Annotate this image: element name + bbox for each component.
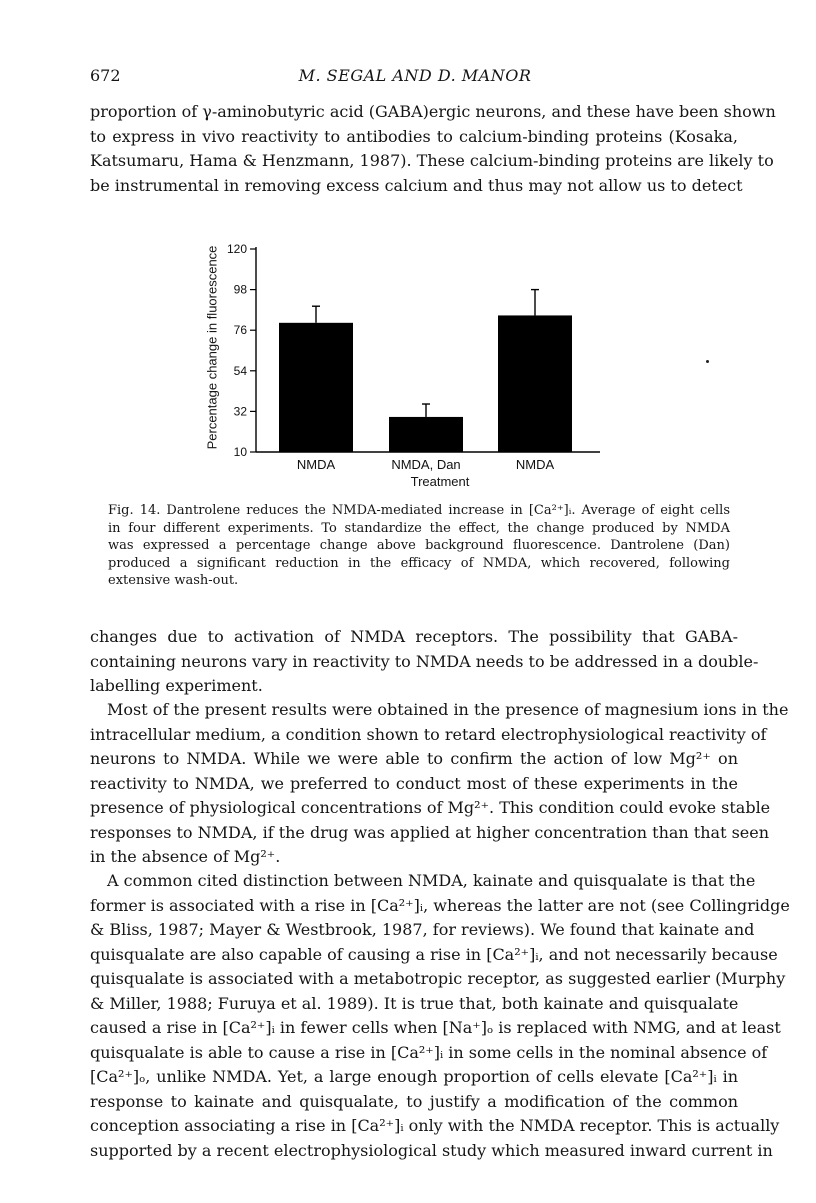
bar: [279, 323, 353, 452]
y-tick-label: 32: [233, 404, 247, 419]
page-number: 672: [90, 66, 121, 85]
text-line: caused a rise in [Ca²⁺]ᵢ in fewer cells when [Na⁺]ₒ is replaced with NMG, and at least: [90, 1018, 781, 1037]
y-axis-title: Percentage change in fluorescence: [204, 245, 220, 449]
figure-14-bar-chart: [200, 224, 610, 494]
text-line: quisqualate is associated with a metabotropic receptor, as suggested earlier (Murphy: [90, 969, 786, 988]
x-axis-title: Treatment: [410, 474, 470, 489]
text-line: conception associating a rise in [Ca²⁺]ᵢ only with the NMDA receptor. This is actually: [90, 1116, 780, 1135]
text-line: neurons to NMDA. While we were able to confirm the action of low Mg²⁺ on: [90, 749, 738, 768]
text-line: A common cited distinction between NMDA, kainate and quisqualate is that the: [107, 871, 756, 890]
y-tick-label: 10: [233, 445, 247, 459]
text-line: quisqualate are also capable of causing a rise in [Ca²⁺]ᵢ, and not necessarily because: [90, 944, 778, 964]
y-tick-label: 98: [233, 282, 247, 297]
text-line: proportion of γ-aminobutyric acid (GABA)ergic neurons, and these have been shown: [90, 102, 776, 121]
paragraph-1: [90, 100, 776, 198]
text-line: supported by a recent electrophysiological study which measured inward current in: [90, 1140, 773, 1160]
text-line: presence of physiological concentrations of Mg²⁺. This condition could evoke stable: [90, 798, 771, 817]
caption-line: Fig. 14. Dantrolene reduces the NMDA-mediated increase in [Ca²⁺]ᵢ. Average of eight cells: [108, 503, 730, 518]
text-line: Most of the present results were obtained in the presence of magnesium ions in the: [107, 700, 789, 719]
text-line: changes due to activation of NMDA receptors. The possibility that GABA-: [90, 627, 738, 646]
caption-line: produced a significant reduction in the efficacy of NMDA, which recovered, following: [108, 555, 730, 571]
caption-line: in four different experiments. To standardize the effect, the change produced by NMDA: [108, 520, 730, 536]
chart-canvas: [200, 224, 610, 474]
text-line: & Miller, 1988; Furuya et al. 1989). It is true that, both kainate and quisqualate: [90, 993, 739, 1013]
text-line: quisqualate is able to cause a rise in [Ca²⁺]ᵢ in some cells in the nominal absence of: [90, 1042, 768, 1062]
x-category-label: NMDA: [515, 457, 555, 472]
stray-mark: [706, 360, 709, 363]
text-line: to express in vivo reactivity to antibodies to calcium-binding proteins (Kosaka,: [90, 126, 738, 146]
x-category-label: NMDA, Dan: [391, 457, 461, 472]
x-category-label: NMDA: [296, 457, 336, 472]
text-line: reactivity to NMDA, we preferred to conduct most of these experiments in the: [90, 773, 738, 793]
caption-line: was expressed a percentage change above background fluorescence. Dantrolene (Dan): [108, 538, 730, 553]
text-line: in the absence of Mg²⁺.: [90, 847, 281, 866]
text-line: Katsumaru, Hama & Henzmann, 1987). These calcium-binding proteins are likely to: [90, 151, 774, 170]
y-tick-label: 54: [233, 363, 247, 378]
paragraph-2: [90, 625, 759, 699]
y-tick-label: 120: [226, 242, 247, 256]
caption-line: extensive wash-out.: [108, 573, 239, 588]
text-line: containing neurons vary in reactivity to NMDA needs to be addressed in a double-: [90, 651, 759, 671]
text-line: [Ca²⁺]ₒ, unlike NMDA. Yet, a large enough proportion of cells elevate [Ca²⁺]ᵢ in: [90, 1067, 738, 1086]
running-head: M. SEGAL AND D. MANOR: [298, 66, 532, 85]
page-header: [90, 66, 740, 90]
bar: [389, 417, 463, 452]
text-line: intracellular medium, a condition shown to retard electrophysiological reactivity of: [90, 724, 767, 744]
paragraph-3: [90, 698, 789, 870]
text-line: former is associated with a rise in [Ca²⁺]ᵢ, whereas the latter are not (see Collingridge: [90, 895, 790, 915]
text-line: response to kainate and quisqualate, to justify a modification of the common: [90, 1091, 738, 1111]
text-line: labelling experiment.: [90, 676, 263, 695]
figure-caption: [108, 502, 730, 590]
text-line: responses to NMDA, if the drug was applied at higher concentration than that seen: [90, 822, 770, 842]
text-line: & Bliss, 1987; Mayer & Westbrook, 1987, for reviews). We found that kainate and: [90, 920, 755, 939]
y-tick-label: 76: [233, 323, 247, 338]
paragraph-4: [90, 869, 790, 1163]
bar: [498, 315, 572, 452]
text-line: be instrumental in removing excess calcium and thus may not allow us to detect: [90, 175, 743, 195]
